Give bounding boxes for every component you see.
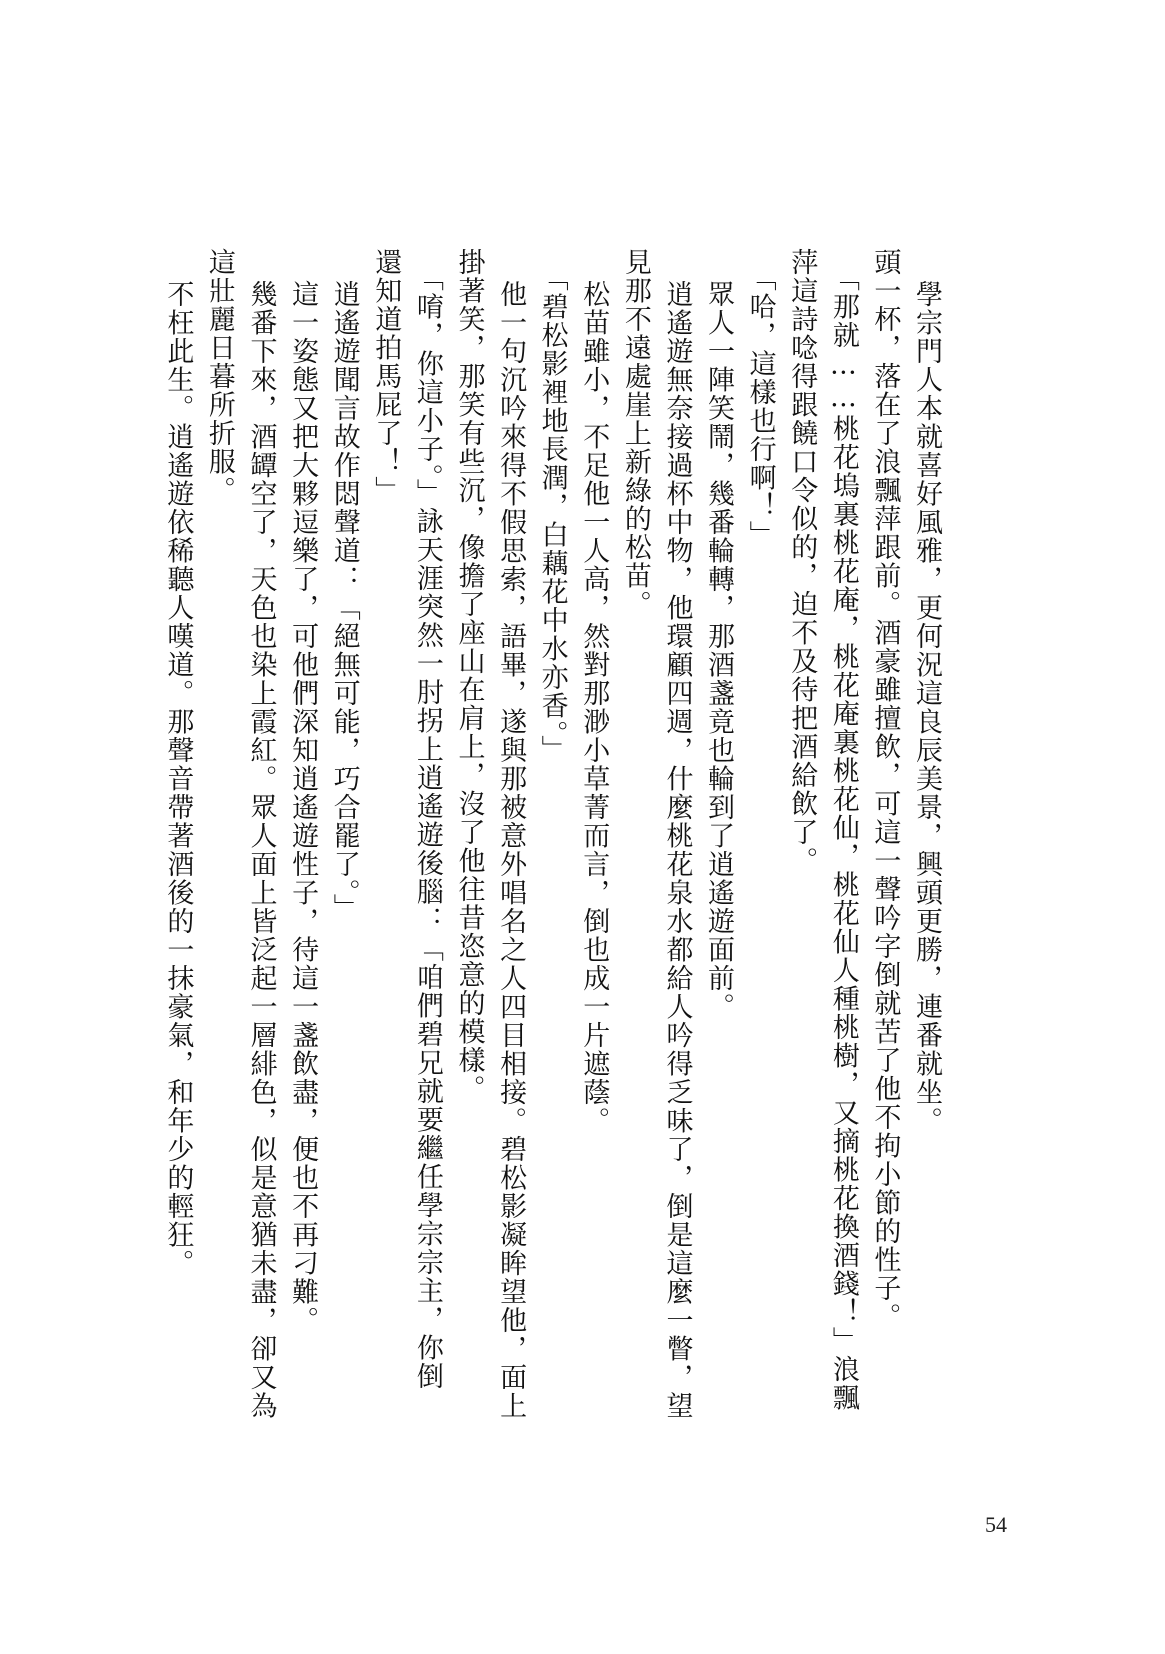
- text-line: 萍這詩唸得跟饒口令似的，迫不及待把酒給飲了。: [786, 248, 818, 875]
- text-line: 「哈，這樣也行啊！」: [744, 264, 776, 550]
- text-line: 逍遙遊聞言故作悶聲道：「絕無可能，巧合罷了。」: [328, 280, 360, 923]
- text-line: 這壯麗日暮所折服。: [203, 248, 235, 505]
- text-line: 眾人一陣笑鬧，幾番輪轉，那酒盞竟也輪到了逍遙遊面前。: [703, 280, 735, 1022]
- text-line: 「碧松影裡地長潤，白藕花中水亦香。」: [536, 264, 568, 764]
- body-text: [157, 248, 947, 1421]
- page-number: 54: [985, 1512, 1007, 1537]
- text-line: 見那不遠處崖上新綠的松苗。: [619, 248, 651, 619]
- text-line: 幾番下來，酒罈空了，天色也染上霞紅。眾人面上皆泛起一層緋色，似是意猶未盡，卻又為: [245, 280, 277, 1421]
- text-line: 「唷，你這小子。」詠天涯突然一肘拐上逍遙遊後腦：「咱們碧兄就要繼任學宗宗主，你倒: [411, 264, 443, 1391]
- text-line: 還知道拍馬屁了！」: [370, 248, 402, 505]
- text-line: 逍遙遊無奈接過杯中物，他環顧四週，什麼桃花泉水都給人吟得乏味了，倒是這麼一瞥，望: [661, 280, 693, 1421]
- text-line: 不枉此生。逍遙遊依稀聽人嘆道。那聲音帶著酒後的一抹豪氣，和年少的輕狂。: [162, 280, 194, 1278]
- text-line: 這一姿態又把大夥逗樂了，可他們深知逍遙遊性子，待這一盞飲盡，便也不再刁難。: [287, 280, 319, 1335]
- text-line: 他一句沉吟來得不假思索，語畢，遂與那被意外唱名之人四目相接。碧松影凝眸望他，面上: [495, 280, 527, 1421]
- text-line: 學宗門人本就喜好風雅，更何況這良辰美景，興頭更勝，連番就坐。: [911, 280, 942, 1136]
- text-line: 「那就……桃花塢裏桃花庵，桃花庵裏桃花仙，桃花仙人種桃樹，又摘桃花換酒錢！」浪飄: [827, 264, 859, 1413]
- text-line: 松苗雖小，不足他一人高，然對那渺小草菁而言，倒也成一片遮蔭。: [578, 280, 610, 1136]
- text-line: 掛著笑，那笑有些沉，像擔了座山在肩上，沒了他往昔恣意的模樣。: [453, 248, 485, 1103]
- text-line: 頭一杯，落在了浪飄萍跟前。酒豪雖擅飲，可這一聲吟字倒就苦了他不拘小節的性子。: [869, 248, 901, 1331]
